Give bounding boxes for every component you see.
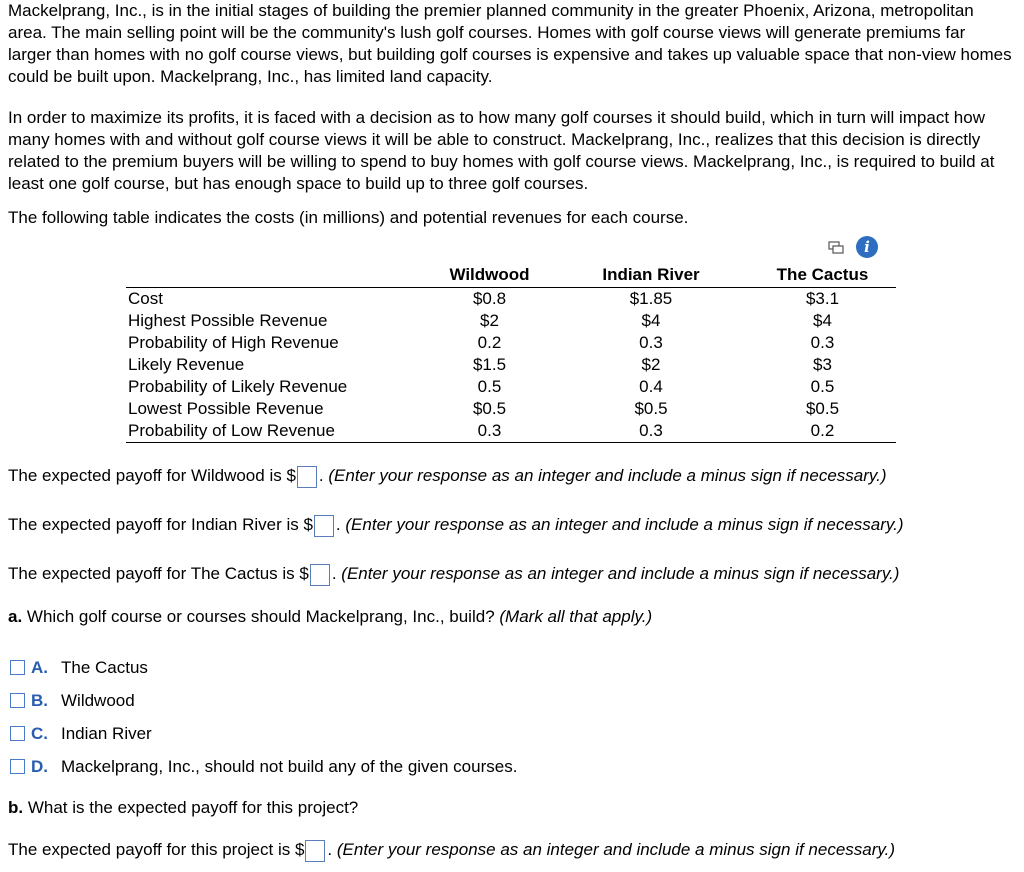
checkbox[interactable] <box>10 726 25 741</box>
option-letter: D. <box>31 757 48 776</box>
cell-value: 0.3 <box>810 333 835 352</box>
cell-value: $2 <box>480 311 499 330</box>
cell-value: $0.5 <box>805 399 840 418</box>
row-label: Probability of Low Revenue <box>126 420 426 443</box>
option-c[interactable] <box>8 721 517 754</box>
cell-value: 0.4 <box>639 377 663 396</box>
table-row <box>126 398 896 420</box>
checkbox[interactable] <box>10 759 25 774</box>
cell-value: $0.8 <box>472 289 507 308</box>
indian-river-payoff-input[interactable] <box>314 515 334 537</box>
option-text: Wildwood <box>61 691 135 710</box>
table-row <box>126 310 896 332</box>
table-tools <box>828 236 878 258</box>
question-wildwood-text: The expected payoff for Wildwood is $ <box>8 466 296 485</box>
cost-revenue-table <box>126 263 896 443</box>
header-wildwood: Wildwood <box>426 263 553 288</box>
table-intro: The following table indicates the costs (in millions) and potential revenues for each course. <box>8 208 689 227</box>
input-hint: (Enter your response as an integer and include a minus sign if necessary.) <box>341 564 900 583</box>
period: . <box>331 564 337 583</box>
row-label: Lowest Possible Revenue <box>128 399 324 418</box>
cell-value: 0.3 <box>426 420 553 443</box>
wildwood-payoff-input[interactable] <box>297 466 317 488</box>
cell-value: $0.5 <box>472 399 507 418</box>
question-cactus <box>8 561 899 587</box>
cell-value: $0.5 <box>634 399 668 418</box>
question-indian-river <box>8 512 904 538</box>
checkbox[interactable] <box>10 660 25 675</box>
option-b[interactable] <box>8 688 517 721</box>
intro-paragraph-2: In order to maximize its profits, it is faced with a decision as to how many golf courses it should build, which in turn will impact how many homes with and without golf course views it will be able to construct. Mackelprang, Inc., realizes that this decision is directly related to the premium buyers will be willing to spend to buy homes with golf course views. Mackelprang, Inc., is required to build at least one golf course, but has enough space to build up to three golf courses. <box>8 108 995 193</box>
part-a-question <box>8 604 652 630</box>
period: . <box>335 515 341 534</box>
question-indian-river-text: The expected payoff for Indian River is $ <box>8 515 313 534</box>
option-a[interactable] <box>8 655 517 688</box>
option-letter: B. <box>31 691 48 710</box>
table-row <box>126 332 896 354</box>
cell-value: 0.2 <box>749 420 896 443</box>
row-label: Probability of Likely Revenue <box>128 377 348 396</box>
cell-value: 0.5 <box>477 377 502 396</box>
copy-icon[interactable] <box>828 240 844 254</box>
part-b-text: What is the expected payoff for this project? <box>23 798 359 817</box>
cell-value: $3 <box>813 355 832 374</box>
table-row <box>126 354 896 376</box>
cell-value: 0.2 <box>477 333 502 352</box>
info-icon[interactable]: i <box>856 236 878 258</box>
cell-value: $4 <box>641 311 661 330</box>
part-a-hint: (Mark all that apply.) <box>494 607 653 626</box>
cell-value: 0.5 <box>810 377 835 396</box>
table-row <box>126 376 896 398</box>
header-the-cactus: The Cactus <box>749 263 896 288</box>
project-payoff-input[interactable] <box>305 840 325 862</box>
row-label: Highest Possible Revenue <box>128 311 328 330</box>
cell-value: 0.3 <box>639 333 663 352</box>
header-blank <box>126 263 426 288</box>
option-text: The Cactus <box>61 658 148 677</box>
cell-value: $2 <box>641 355 661 374</box>
row-label: Probability of High Revenue <box>128 333 339 352</box>
cell-value: $3.1 <box>805 289 840 308</box>
part-a-label: a. <box>8 607 23 626</box>
question-cactus-text: The expected payoff for The Cactus is $ <box>8 564 309 583</box>
answer-options <box>8 655 517 787</box>
row-label: Likely Revenue <box>128 355 245 374</box>
intro-paragraph-1: Mackelprang, Inc., is in the initial stages of building the premier planned community in the greater Phoenix, Arizona, metropolitan area. The main selling point will be the community's lush golf courses. Homes with golf course views will generate premiums far larger than homes with no golf course views, but building golf courses is expensive and takes up valuable space that non-view homes could be built upon. Mackelprang, Inc., has limited land capacity. <box>8 1 1012 86</box>
cactus-payoff-input[interactable] <box>310 564 330 586</box>
option-text: Mackelprang, Inc., should not build any of the given courses. <box>61 757 518 776</box>
table-row <box>126 288 896 311</box>
period: . <box>318 466 324 485</box>
input-hint: (Enter your response as an integer and include a minus sign if necessary.) <box>336 840 896 859</box>
project-payoff-text: The expected payoff for this project is $ <box>8 840 305 859</box>
option-text: Indian River <box>61 724 152 743</box>
cell-value: $4 <box>813 311 832 330</box>
part-b-label: b. <box>8 798 24 817</box>
option-letter: A. <box>31 658 48 677</box>
row-label: Cost <box>128 289 163 308</box>
cell-value: 0.3 <box>553 420 749 443</box>
table-row <box>126 420 896 443</box>
project-payoff-question <box>8 837 895 863</box>
period: . <box>327 840 333 859</box>
option-d[interactable] <box>8 754 517 787</box>
input-hint: (Enter your response as an integer and include a minus sign if necessary.) <box>345 515 904 534</box>
option-letter: C. <box>31 724 48 743</box>
part-b-question <box>8 795 358 821</box>
checkbox[interactable] <box>10 693 25 708</box>
cell-value: $1.85 <box>629 289 673 308</box>
input-hint: (Enter your response as an integer and include a minus sign if necessary.) <box>328 466 887 485</box>
question-wildwood <box>8 463 887 489</box>
table-header-row <box>126 263 896 288</box>
part-a-text: Which golf course or courses should Mackelprang, Inc., build? <box>22 607 495 626</box>
cell-value: $1.5 <box>472 355 507 374</box>
header-indian-river: Indian River <box>553 263 749 288</box>
